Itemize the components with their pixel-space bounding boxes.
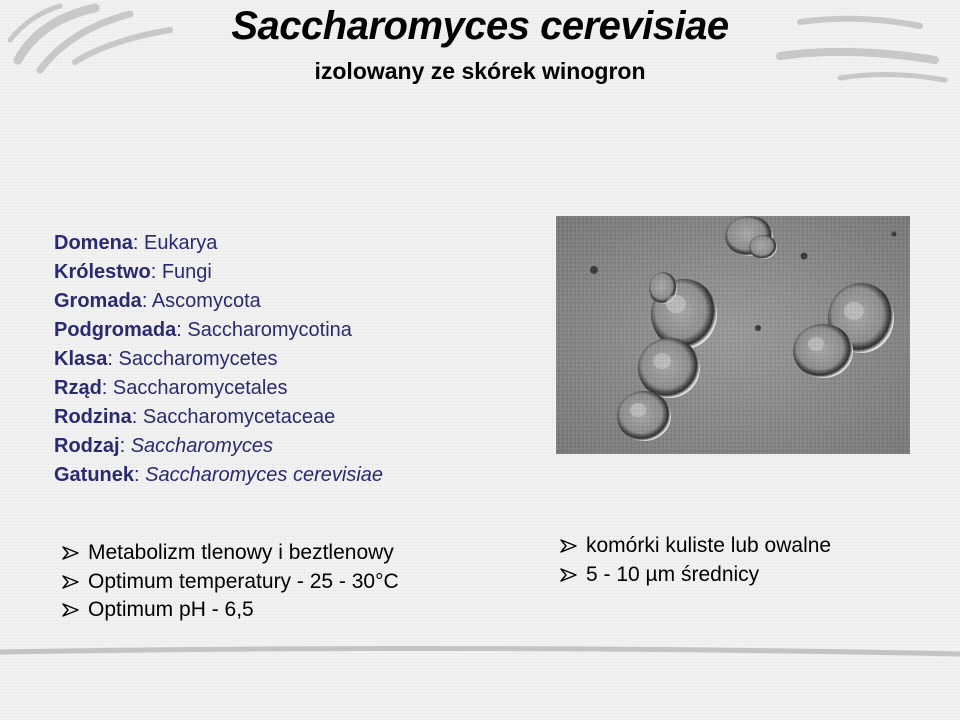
list-item [560,532,831,561]
arrow-bullet-icon [560,539,578,553]
bullet-text: komórki kuliste lub owalne [586,534,832,557]
taxonomy-row: Rodzina: Saccharomycetaceae [54,406,336,428]
taxonomy-value: Saccharomycotina [187,319,352,341]
taxonomy-row: Rząd: Saccharomycetales [54,377,288,399]
bottom-brush-line [0,640,960,660]
metabolism-bullets [62,539,399,625]
arrow-bullet-icon [62,546,80,560]
taxonomy-rank: Gatunek [54,464,135,486]
taxonomy-row: Domena: Eukarya [54,232,218,254]
arrow-bullet-icon [62,575,80,589]
arrow-bullet-icon [62,603,80,617]
taxonomy-value: Saccharomycetes [118,348,278,370]
taxonomy-value: Saccharomyces [130,435,273,457]
taxonomy-rank: Klasa [54,348,108,370]
list-item [560,561,831,590]
slide-subtitle: izolowany ze skórek winogron [314,58,646,84]
bullet-text: Optimum pH - 6,5 [88,598,254,621]
taxonomy-row: Rodzaj: Saccharomyces [54,435,273,457]
taxonomy-list [54,229,383,490]
taxonomy-rank: Domena [54,232,133,254]
taxonomy-rank: Królestwo [54,261,151,283]
taxonomy-row: Podgromada: Saccharomycotina [54,319,352,341]
cell-bullets [560,532,831,589]
taxonomy-rank: Rodzaj [54,435,120,457]
taxonomy-rank: Podgromada [54,319,177,341]
taxonomy-rank: Gromada [54,290,142,312]
taxonomy-row: Gatunek: Saccharomyces cerevisiae [54,464,384,486]
taxonomy-rank: Rząd [54,377,102,399]
taxonomy-value: Saccharomycetaceae [142,406,336,428]
yeast-micrograph [556,216,910,454]
bullet-text: Optimum temperatury - 25 - 30°C [88,569,399,593]
bullet-text: Metabolizm tlenowy i beztlenowy [88,541,394,564]
slide-title: Saccharomyces cerevisiae [231,4,729,48]
taxonomy-value: Saccharomycetales [112,377,288,399]
list-item [62,539,399,568]
taxonomy-rank: Rodzina [54,406,132,428]
bullet-text: 5 - 10 µm średnicy [586,562,760,586]
taxonomy-value: Fungi [161,261,212,283]
list-item [62,568,399,597]
taxonomy-value: Eukarya [144,232,218,254]
taxonomy-value: Ascomycota [151,290,261,312]
taxonomy-row: Klasa: Saccharomycetes [54,348,278,370]
arrow-bullet-icon [560,568,578,582]
taxonomy-row: Królestwo: Fungi [54,261,212,283]
list-item [62,596,399,625]
taxonomy-row: Gromada: Ascomycota [54,290,261,312]
taxonomy-value: Saccharomyces cerevisiae [145,464,384,486]
